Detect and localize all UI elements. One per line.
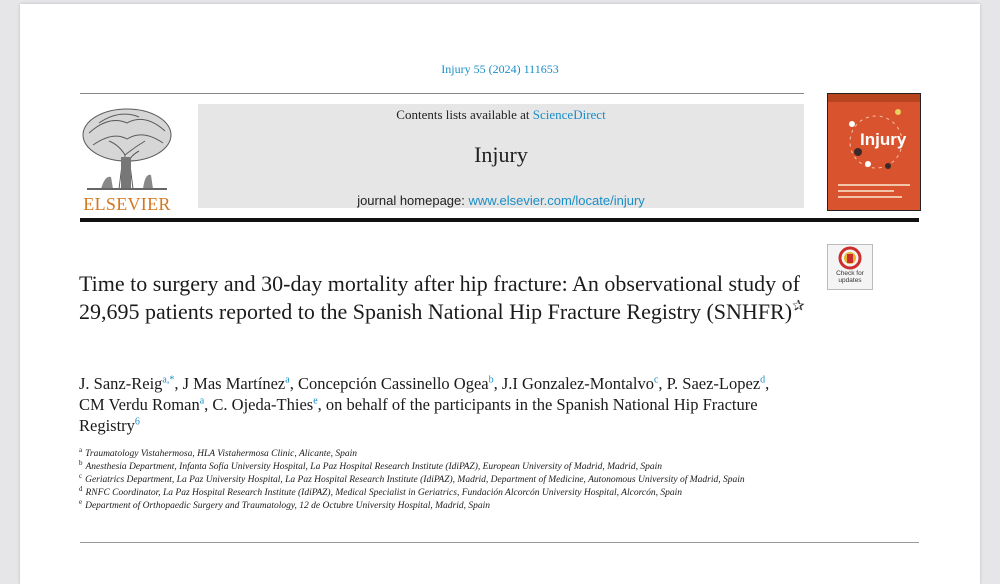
author: [667, 374, 770, 393]
affiliation-text: Department of Orthopaedic Surgery and Traumatology, 12 de Octubre University Hospital, Madrid, Spain: [85, 501, 490, 511]
affiliation-list: [79, 445, 819, 513]
author-affil-mark[interactable]: a,*: [162, 374, 175, 386]
author-separator: ,: [765, 374, 770, 393]
author-affil-mark[interactable]: a: [285, 374, 290, 386]
badge-label: [828, 270, 872, 284]
affiliation-mark: d: [79, 484, 83, 493]
check-for-updates-badge[interactable]: [827, 244, 873, 290]
journal-citation[interactable]: [20, 62, 980, 77]
affiliation-mark: a: [79, 445, 83, 454]
contents-prefix: Contents lists available at: [396, 107, 533, 122]
publisher-name: ELSEVIER: [83, 194, 171, 214]
author: [212, 395, 326, 414]
author: [79, 374, 183, 393]
affiliation-text: Traumatology Vistahermosa, HLA Vistahermosa Clinic, Alicante, Spain: [85, 449, 358, 459]
tree-logo-icon: [79, 105, 175, 191]
author-affil-mark[interactable]: c: [653, 374, 659, 386]
author-name: J Mas Martínez: [182, 374, 286, 393]
article-title: [79, 270, 819, 326]
journal-banner: [198, 104, 804, 208]
author-affil-mark[interactable]: a: [199, 395, 205, 407]
journal-title: Injury: [474, 142, 528, 167]
author-name: C. Ojeda-Thies: [212, 395, 314, 414]
affiliation-item: [79, 471, 819, 487]
header-thick-rule: [80, 218, 919, 222]
author-affil-mark[interactable]: e: [313, 395, 318, 407]
author: [298, 374, 502, 393]
homepage-link[interactable]: www.elsevier.com/locate/injury: [468, 193, 645, 208]
affiliation-text: RNFC Coordinator, La Paz Hospital Research Institute (IdiPAZ), Medical Specialist in Geriatrics, Fundación Alcorcón University Hospital, Alcorcón, Spain: [85, 488, 683, 498]
affiliation-mark: e: [79, 497, 83, 506]
affiliation-text: Anesthesia Department, Infanta Sofía University Hospital, La Paz Hospital Research Institute (IdiPAZ), European University of Madrid, Madrid, Spain: [85, 462, 662, 472]
affiliation-mark: c: [79, 471, 83, 480]
author-affil-mark[interactable]: 6: [134, 416, 140, 428]
author-name: J. Sanz-Reig: [79, 374, 163, 393]
affiliation-text: Geriatrics Department, La Paz University Hospital, La Paz Hospital Research Institute (IdiPAZ), Madrid, Department of Medicine, Autonomous University of Madrid, Spain: [85, 475, 745, 485]
check-updates-icon: [828, 245, 872, 271]
author-affil-mark[interactable]: b: [488, 374, 494, 386]
author: [79, 395, 212, 414]
homepage-prefix: journal homepage:: [357, 193, 469, 208]
badge-label-line2: updates: [838, 277, 862, 284]
citation-link[interactable]: Injury 55 (2024) 111653: [441, 62, 559, 76]
author-list: [79, 373, 779, 436]
cover-art-icon: [828, 94, 920, 210]
journal-cover[interactable]: [827, 93, 921, 211]
author-name: Concepción Cassinello Ogea: [297, 374, 489, 393]
contents-line: [198, 107, 804, 123]
affiliation-item: [79, 497, 819, 513]
author: [183, 374, 298, 393]
affiliation-item: [79, 445, 819, 461]
homepage-line: [198, 193, 804, 208]
author-separator: ,: [317, 395, 326, 414]
article-title-text: Time to surgery and 30-day mortality after hip fracture: An observational study of 29,695 patients reported to the Spanish National Hip Fracture Registry (SNHFR): [79, 271, 800, 324]
author-separator: ,: [174, 374, 183, 393]
affiliation-mark: b: [79, 458, 83, 467]
author-name: P. Saez-Lopez: [666, 374, 761, 393]
affiliation-item: [79, 484, 819, 500]
author-name: J.I Gonzalez-Montalvo: [501, 374, 654, 393]
sciencedirect-link[interactable]: ScienceDirect: [532, 107, 606, 122]
author: [502, 374, 667, 393]
affiliation-item: [79, 458, 819, 474]
article-page: [20, 4, 980, 584]
title-footnote-star[interactable]: ✰: [792, 298, 805, 315]
elsevier-logo[interactable]: [79, 105, 175, 215]
cover-title: Injury: [860, 130, 907, 149]
author-affil-mark[interactable]: d: [760, 374, 766, 386]
author-separator: ,: [289, 374, 298, 393]
author-separator: ,: [204, 395, 213, 414]
author-separator: ,: [493, 374, 502, 393]
author-name: CM Verdu Roman: [79, 395, 200, 414]
section-divider: [80, 542, 919, 543]
badge-label-line1: Check for: [836, 270, 864, 277]
author-separator: ,: [658, 374, 667, 393]
header-divider: [80, 93, 804, 94]
author-name: on behalf of the participants in the Spanish National Hip Fracture Registry: [79, 395, 758, 435]
